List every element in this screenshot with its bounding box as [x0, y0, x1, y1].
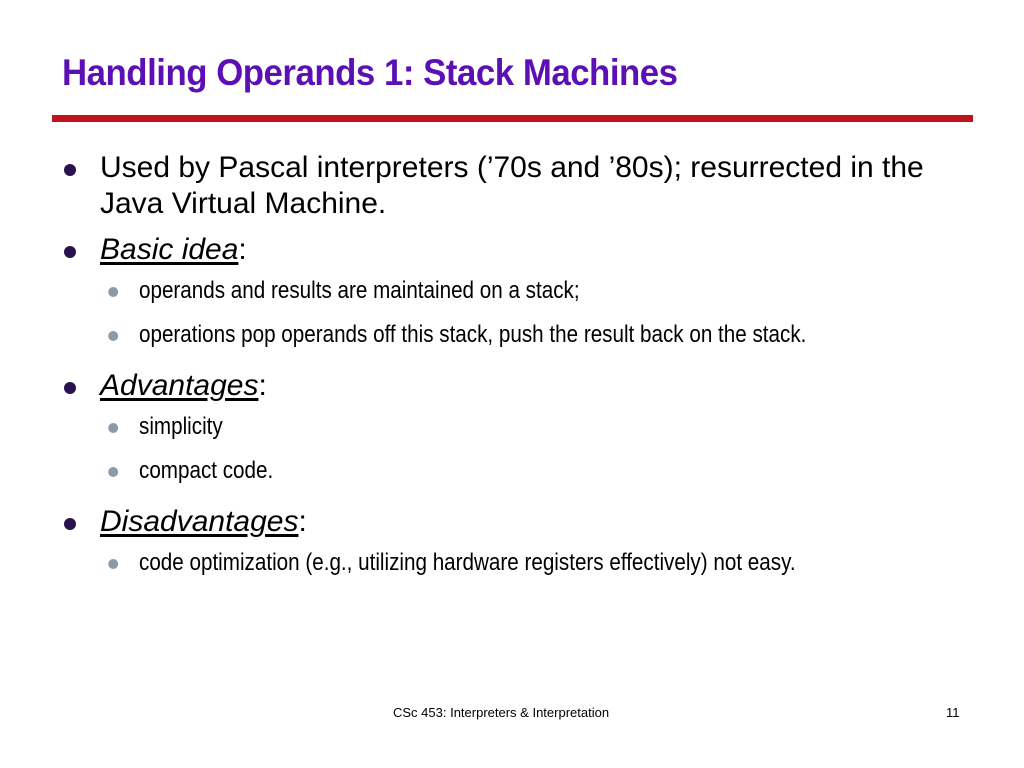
sub-bullet-text: compact code.	[139, 457, 274, 484]
sub-bullet-dot-icon	[108, 331, 118, 341]
slide-content	[0, 150, 1024, 582]
sub-bullet-dot-icon	[108, 559, 118, 569]
bullet-item	[0, 232, 930, 268]
sub-bullet-item	[19, 316, 852, 354]
bullet-heading-suffix: :	[298, 505, 307, 538]
bullet-dot-icon	[64, 164, 76, 176]
sub-bullet-dot-icon	[108, 467, 118, 477]
bullet-item	[0, 504, 930, 540]
bullet-heading: Disadvantages	[100, 505, 299, 538]
sub-bullet-item	[19, 452, 852, 490]
slide-title: Handling Operands 1: Stack Machines	[62, 52, 678, 93]
bullet-heading: Basic idea	[100, 233, 239, 266]
sub-bullet-item	[19, 544, 852, 582]
page-number: 11	[946, 705, 960, 720]
bullet-heading-suffix: :	[258, 369, 267, 402]
sub-bullet-text: code optimization (e.g., utilizing hardware registers effectively) not easy.	[139, 549, 796, 576]
title-divider	[52, 115, 973, 122]
sub-bullet-item	[19, 272, 852, 310]
footer-course: CSc 453: Interpreters & Interpretation	[393, 705, 610, 720]
sub-bullet-dot-icon	[108, 287, 118, 297]
bullet-dot-icon	[64, 246, 76, 258]
sub-bullet-item	[19, 408, 852, 446]
sub-bullet-dot-icon	[108, 423, 118, 433]
bullet-item	[0, 150, 930, 222]
bullet-heading-suffix: :	[238, 233, 247, 266]
sub-bullet-text: operations pop operands off this stack, push the result back on the stack.	[139, 321, 807, 348]
bullet-dot-icon	[64, 518, 76, 530]
sub-bullet-text: operands and results are maintained on a stack;	[139, 277, 580, 304]
bullet-text: Used by Pascal interpreters (’70s and ’80s); resurrected in the Java Virtual Machine.	[100, 151, 924, 220]
bullet-dot-icon	[64, 382, 76, 394]
bullet-item	[0, 368, 930, 404]
sub-bullet-text: simplicity	[139, 413, 223, 440]
bullet-heading: Advantages	[100, 369, 259, 402]
